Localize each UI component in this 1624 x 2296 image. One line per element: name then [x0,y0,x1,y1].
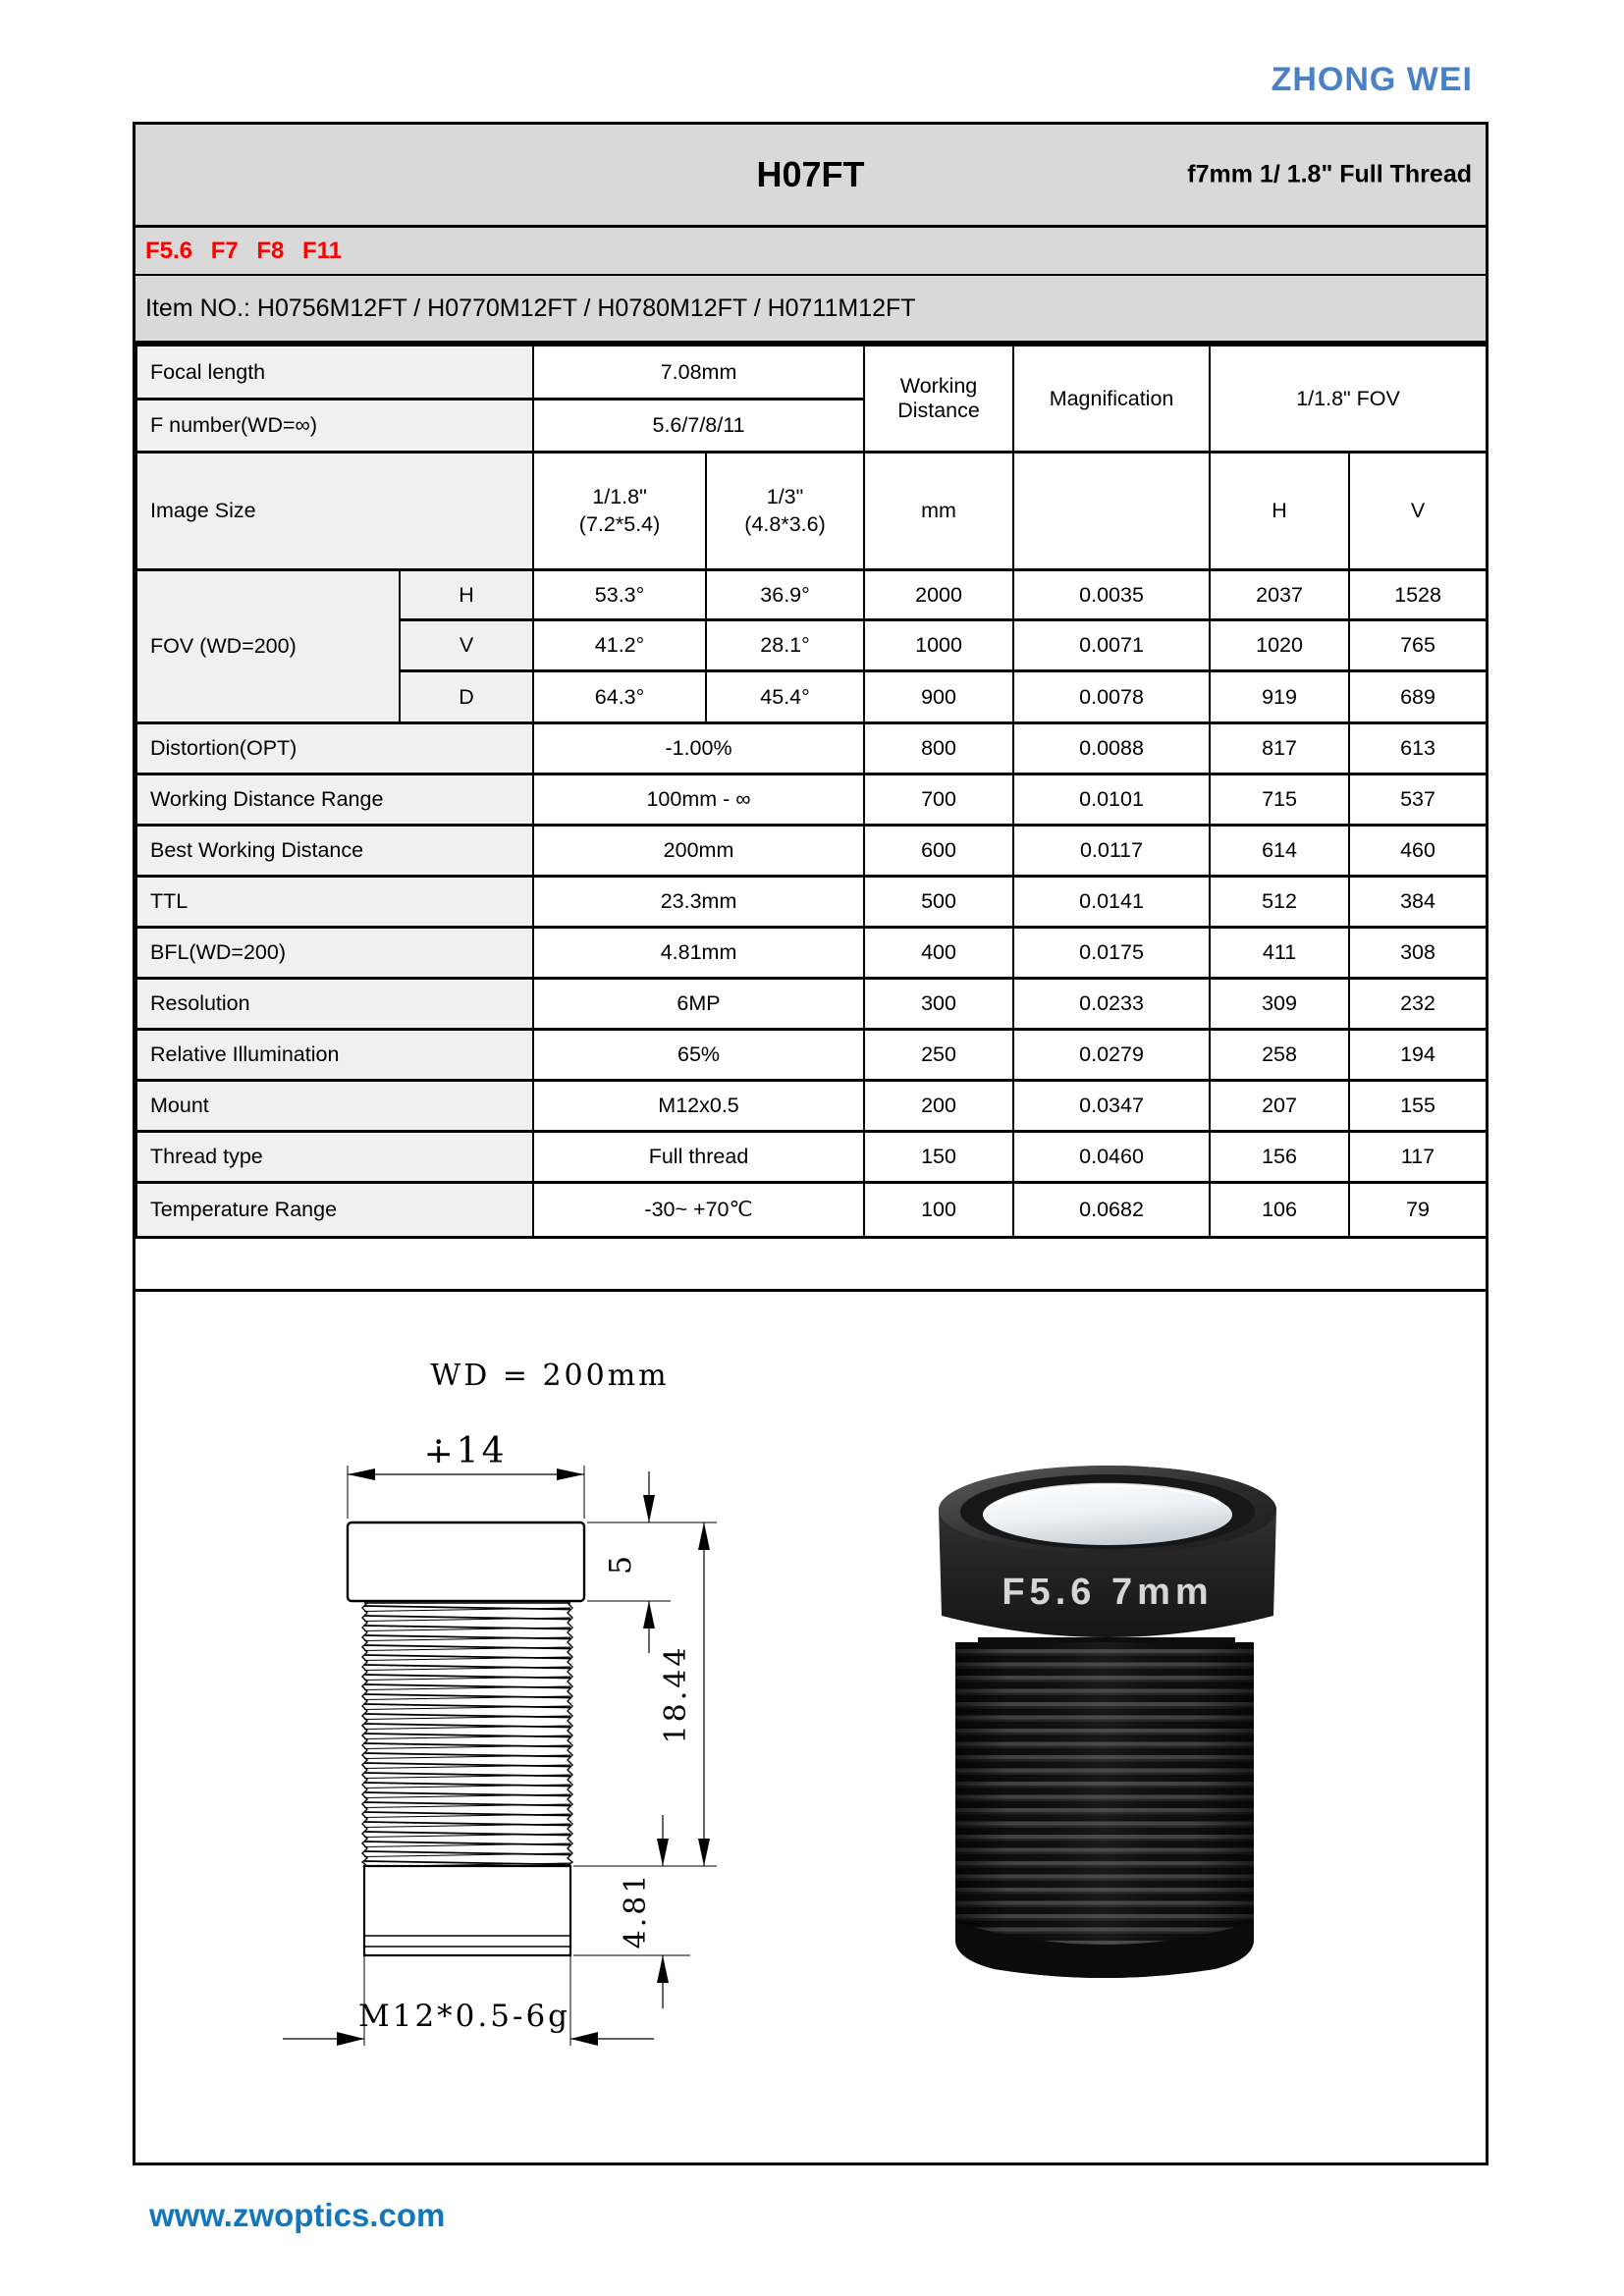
fov-v-value: 117 [1349,1132,1487,1183]
fov-v-value: 765 [1349,620,1487,671]
spec-value: 6MP [533,979,864,1030]
spec-label: F number(WD=∞) [136,400,533,453]
spec-label: Best Working Distance [136,826,533,877]
arrowhead [657,1955,669,1983]
spec-label: Distortion(OPT) [136,723,533,774]
spec-label: Working Distance Range [136,774,533,826]
table-row [136,723,1487,774]
wd-value: 800 [864,723,1013,774]
fov-v-value: 384 [1349,877,1487,928]
fov-h-value: 919 [1210,671,1349,723]
brand-logo-text: ZHONG WEI [1271,61,1473,98]
drawing-canvas [135,1292,1486,2162]
mag-value: 0.0071 [1013,620,1210,671]
table-row [136,877,1487,928]
fov-v-value: 308 [1349,928,1487,979]
website-link[interactable]: www.zwoptics.com [149,2197,446,2233]
arrowhead [657,1839,669,1866]
fov-h-value: 614 [1210,826,1349,877]
mag-value: 0.0233 [1013,979,1210,1030]
fov-angle: 28.1° [706,620,864,671]
spec-value: Full thread [533,1132,864,1183]
mag-value: 0.0175 [1013,928,1210,979]
fov-v-value: 613 [1349,723,1487,774]
document-header [135,125,1486,228]
drawing-section [135,1292,1486,2162]
fov-h-value: 309 [1210,979,1349,1030]
wd-value: 600 [864,826,1013,877]
arrowhead [643,1495,655,1522]
wd-value: 300 [864,979,1013,1030]
unit-cell: mm [864,453,1013,570]
empty-cell [1013,453,1210,570]
column-header-working-distance: Working Distance [864,346,1013,453]
table-row [136,979,1487,1030]
table-row [136,774,1487,826]
table-row [136,1030,1487,1081]
fov-h-value: 156 [1210,1132,1349,1183]
fov-h-value: 207 [1210,1081,1349,1132]
fov-h-header: H [1210,453,1349,570]
fov-h-value: 106 [1210,1183,1349,1238]
spec-value: -1.00% [533,723,864,774]
spec-label: Temperature Range [136,1183,533,1238]
column-header-magnification: Magnification [1013,346,1210,453]
spec-label: BFL(WD=200) [136,928,533,979]
wd-value: 900 [864,671,1013,723]
wd-value: 250 [864,1030,1013,1081]
fov-h-value: 258 [1210,1030,1349,1081]
spec-value: M12x0.5 [533,1081,864,1132]
dimension-head-height-label: 5 [604,1552,638,1575]
mag-value: 0.0141 [1013,877,1210,928]
spec-value: 100mm - ∞ [533,774,864,826]
dimension-base-height-label: 4.81 [619,1871,653,1949]
spec-value: 5.6/7/8/11 [533,400,864,453]
arrowhead [557,1468,584,1480]
fov-v-header: V [1349,453,1487,570]
wd-value: 150 [864,1132,1013,1183]
spec-value: 4.81mm [533,928,864,979]
table-row [136,1081,1487,1132]
mag-value: 0.0117 [1013,826,1210,877]
table-row [136,1183,1487,1238]
wd-value: 1000 [864,620,1013,671]
spec-label: Thread type [136,1132,533,1183]
arrowhead [337,2032,364,2046]
spec-label: Resolution [136,979,533,1030]
image-size-dims: (7.2*5.4) [578,511,661,536]
column-header-fov: 1/1.8" FOV [1210,346,1487,453]
wd-value: 100 [864,1183,1013,1238]
mag-value: 0.0088 [1013,723,1210,774]
spec-value: 23.3mm [533,877,864,928]
wd-value: 400 [864,928,1013,979]
fov-v-value: 1528 [1349,570,1487,620]
dimension-thread-spec-label: M12*0.5-6g [357,1999,571,2034]
mag-value: 0.0279 [1013,1030,1210,1081]
fov-v-value: 537 [1349,774,1487,826]
arrowhead [348,1468,375,1480]
spec-value: 200mm [533,826,864,877]
fov-v-value: 232 [1349,979,1487,1030]
lens-head-outline [348,1522,584,1601]
spec-value: 7.08mm [533,346,864,400]
arrowhead [570,2032,598,2046]
fov-sub-label: V [400,620,533,671]
fov-h-value: 512 [1210,877,1349,928]
fov-v-value: 194 [1349,1030,1487,1081]
spec-value: -30~ +70℃ [533,1183,864,1238]
spec-table [135,344,1488,1239]
spec-label: Relative Illumination [136,1030,533,1081]
spec-label: Image Size [136,453,533,570]
table-row [136,453,1487,570]
fov-h-value: 411 [1210,928,1349,979]
fov-v-value: 79 [1349,1183,1487,1238]
spec-label: Focal length [136,346,533,400]
fov-h-value: 817 [1210,723,1349,774]
fov-v-value: 155 [1349,1081,1487,1132]
fov-angle: 41.2° [533,620,706,671]
datasheet-document [133,122,1489,2165]
mag-value: 0.0078 [1013,671,1210,723]
image-size-cell [533,453,706,570]
aperture-options-line: F5.6 F7 F8 F11 [135,228,1486,276]
arrowhead [643,1601,655,1629]
image-size-dims: (4.8*3.6) [744,511,826,536]
mag-value: 0.0101 [1013,774,1210,826]
spec-label: FOV (WD=200) [136,570,400,723]
model-title: H07FT [756,154,865,194]
fov-h-value: 715 [1210,774,1349,826]
spec-label: TTL [136,877,533,928]
table-row [136,570,1487,620]
model-subtitle: f7mm 1/ 1.8" Full Thread [1187,160,1472,188]
fov-angle: 53.3° [533,570,706,620]
arrowhead [698,1522,710,1550]
lens-base-outline [364,1866,570,1955]
dimension-diameter-label: ∔14 [423,1431,508,1471]
image-size-format: 1/1.8" [592,484,647,508]
arrowhead [698,1839,710,1866]
wd-value: 200 [864,1081,1013,1132]
fov-sub-label: H [400,570,533,620]
wd-value: 500 [864,877,1013,928]
mag-value: 0.0035 [1013,570,1210,620]
lens-marking-text: F5.6 7mm [1001,1572,1214,1613]
fov-v-value: 689 [1349,671,1487,723]
image-size-format: 1/3" [766,484,804,508]
fov-sub-label: D [400,671,533,723]
mag-value: 0.0460 [1013,1132,1210,1183]
fov-v-value: 460 [1349,826,1487,877]
image-size-cell [706,453,864,570]
fov-angle: 45.4° [706,671,864,723]
thread-hatching [364,1603,570,1866]
table-row [136,928,1487,979]
fov-h-value: 1020 [1210,620,1349,671]
mag-value: 0.0347 [1013,1081,1210,1132]
spacer-band [135,1239,1486,1292]
spec-value: 65% [533,1030,864,1081]
working-distance-note: WD = 200mm [430,1359,670,1393]
fov-angle: 36.9° [706,570,864,620]
item-number-line: Item NO.: H0756M12FT / H0770M12FT / H0780M12FT / H0711M12FT [135,276,1486,344]
technical-drawing [283,1359,717,2046]
dimension-total-height-label: 18.44 [659,1644,693,1744]
table-row [136,826,1487,877]
wd-value: 700 [864,774,1013,826]
spec-label: Mount [136,1081,533,1132]
table-row [136,346,1487,400]
mag-value: 0.0682 [1013,1183,1210,1238]
wd-value: 2000 [864,570,1013,620]
table-row [136,1132,1487,1183]
lens-photo [939,1466,1276,1991]
fov-angle: 64.3° [533,671,706,723]
fov-h-value: 2037 [1210,570,1349,620]
